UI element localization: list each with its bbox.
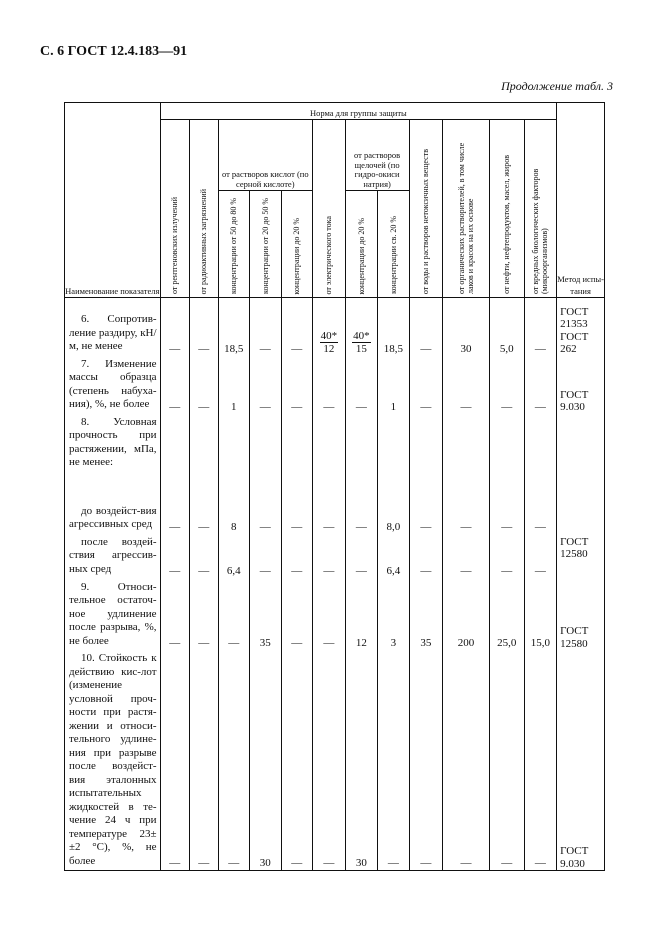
row-label-tensile-strength: 8. Условная прочность при растяжении, мПа, не менее: xyxy=(69,415,157,468)
cell: — xyxy=(281,578,313,650)
cell: 30 xyxy=(345,650,378,871)
cell: — xyxy=(190,492,218,534)
cell: — xyxy=(281,298,313,356)
header-water: от воды и растворов нетоксичных веществ xyxy=(421,149,431,295)
cell: 15,0 xyxy=(524,578,557,650)
cell: — xyxy=(313,492,346,534)
header-acid-50-80: концентрации от 50 до 80 % xyxy=(229,198,239,295)
cell: — xyxy=(524,492,557,534)
header-alkali-group: от растворов щелочей (по гидро-окиси натрия) xyxy=(345,120,409,191)
cell: — xyxy=(345,356,378,414)
cell: 6,4 xyxy=(218,534,250,579)
cell: 5,0 xyxy=(489,298,524,356)
cell: — xyxy=(250,534,282,579)
cell: — xyxy=(345,534,378,579)
cell: 35 xyxy=(250,578,282,650)
method-cell: ГОСТ 12580 xyxy=(557,578,605,650)
cell: — xyxy=(524,650,557,871)
cell: — xyxy=(443,534,490,579)
table-row xyxy=(65,492,605,534)
cell: — xyxy=(160,650,189,871)
header-xray: от рентгеновских излучений xyxy=(170,197,180,295)
row-label-tear: 6. Сопротив-ление раздиру, кН/м, не менее xyxy=(69,313,157,352)
header-organic: от органических растворителей, в том числе лаков и красок на их основе xyxy=(456,143,476,295)
header-acid-group: от растворов кислот (по серной кислоте) xyxy=(218,120,313,191)
cell: — xyxy=(190,650,218,871)
cell-fraction xyxy=(313,298,346,356)
cell: 3 xyxy=(378,578,410,650)
cell: — xyxy=(160,578,189,650)
cell: — xyxy=(281,534,313,579)
cell: 200 xyxy=(443,578,490,650)
cell: — xyxy=(524,298,557,356)
page-header: С. 6 ГОСТ 12.4.183—91 xyxy=(40,44,188,59)
cell: — xyxy=(489,492,524,534)
cell: — xyxy=(345,492,378,534)
header-alkali-to-20: концентрации до 20 % xyxy=(356,217,366,295)
cell: 35 xyxy=(409,578,443,650)
table-row xyxy=(65,414,605,492)
header-bio: от вредных биологических факторов (микроорганизмов) xyxy=(531,168,550,295)
cell: — xyxy=(489,650,524,871)
cell: — xyxy=(190,534,218,579)
row-label-mass-change: 7. Изменение массы образца (степень набуха-ния), %, не более xyxy=(69,357,157,410)
cell: — xyxy=(409,298,443,356)
cell: 30 xyxy=(250,650,282,871)
cell: — xyxy=(313,650,346,871)
cell: — xyxy=(160,298,189,356)
cell: — xyxy=(218,650,250,871)
cell: 12 xyxy=(345,578,378,650)
cell: — xyxy=(443,356,490,414)
cell-fraction xyxy=(345,298,378,356)
header-alkali-over-20: концентрации св. 20 % xyxy=(388,216,398,295)
cell: — xyxy=(409,534,443,579)
cell: — xyxy=(190,356,218,414)
table-row xyxy=(65,534,605,579)
cell: — xyxy=(190,298,218,356)
cell: — xyxy=(409,650,443,871)
cell: — xyxy=(443,650,490,871)
cell: — xyxy=(313,534,346,579)
cell: — xyxy=(313,578,346,650)
cell: — xyxy=(281,492,313,534)
cell: 30 xyxy=(443,298,490,356)
cell: — xyxy=(160,492,189,534)
cell: — xyxy=(190,578,218,650)
fraction-denominator: 15 xyxy=(355,342,367,355)
cell: — xyxy=(218,578,250,650)
cell: — xyxy=(250,492,282,534)
header-radio: от радиоактивных загрязнений xyxy=(199,188,209,295)
cell: 6,4 xyxy=(378,534,410,579)
cell: — xyxy=(160,356,189,414)
table-row xyxy=(65,578,605,650)
header-acid-to-20: концентрации до 20 % xyxy=(292,217,302,295)
properties-table xyxy=(64,102,605,871)
row-label-before-exposure: до воздейст-вия агрессивных сред xyxy=(69,504,157,530)
row-label-after-exposure: после воздей-ствия агрессив-ных сред xyxy=(69,535,157,575)
fraction-denominator: 12 xyxy=(323,342,335,355)
cell: — xyxy=(489,534,524,579)
cell: — xyxy=(524,356,557,414)
cell: — xyxy=(250,298,282,356)
cell: 1 xyxy=(218,356,250,414)
cell: 8 xyxy=(218,492,250,534)
row-label-acid-resistance: 10. Стойкость к действию кис-лот (изменение условной проч-ности при растя-жении и относи-тельного удлине-ния при разрыве после воздейст-вия эталонных испытательных жидкостей в те-чение 24 ч при температуре 23± ±2 °С), %, не более xyxy=(69,652,157,867)
table-row xyxy=(65,356,605,414)
cell: 18,5 xyxy=(218,298,250,356)
cell: 18,5 xyxy=(378,298,410,356)
fraction-numerator: 40* xyxy=(353,329,370,342)
cell: — xyxy=(489,356,524,414)
header-acid-20-50: концентрации от 20 до 50 % xyxy=(260,198,270,295)
cell: — xyxy=(409,492,443,534)
cell: 8,0 xyxy=(378,492,410,534)
cell: — xyxy=(524,534,557,579)
method-cell: ГОСТ 12580 xyxy=(557,534,605,579)
method-cell: ГОСТ 9.030 xyxy=(557,356,605,414)
table-continuation-label: Продолжение табл. 3 xyxy=(501,79,613,93)
fraction-numerator: 40* xyxy=(320,329,338,342)
cell: — xyxy=(160,534,189,579)
header-electric: от электрического тока xyxy=(324,215,334,295)
table-row xyxy=(65,650,605,871)
header-name: Наименование показателя xyxy=(65,103,161,298)
cell: — xyxy=(409,356,443,414)
cell: — xyxy=(378,650,410,871)
row-label-elongation: 9. Относи-тельное остаточ-ное удлинение после разрыва, %, не более xyxy=(69,580,157,647)
cell: 1 xyxy=(378,356,410,414)
method-cell: ГОСТ 9.030 xyxy=(557,650,605,871)
header-method: Метод испы-тания xyxy=(557,103,605,298)
header-norm: Норма для группы защиты xyxy=(160,103,557,120)
header-oil: от нефти, нефтепродуктов, масел, жиров xyxy=(502,155,512,295)
cell: 25,0 xyxy=(489,578,524,650)
cell: — xyxy=(443,492,490,534)
method-cell: ГОСТ 21353 ГОСТ 262 xyxy=(557,298,605,356)
cell: — xyxy=(313,356,346,414)
cell: — xyxy=(281,356,313,414)
cell: — xyxy=(281,650,313,871)
cell: — xyxy=(250,356,282,414)
table-row xyxy=(65,298,605,356)
